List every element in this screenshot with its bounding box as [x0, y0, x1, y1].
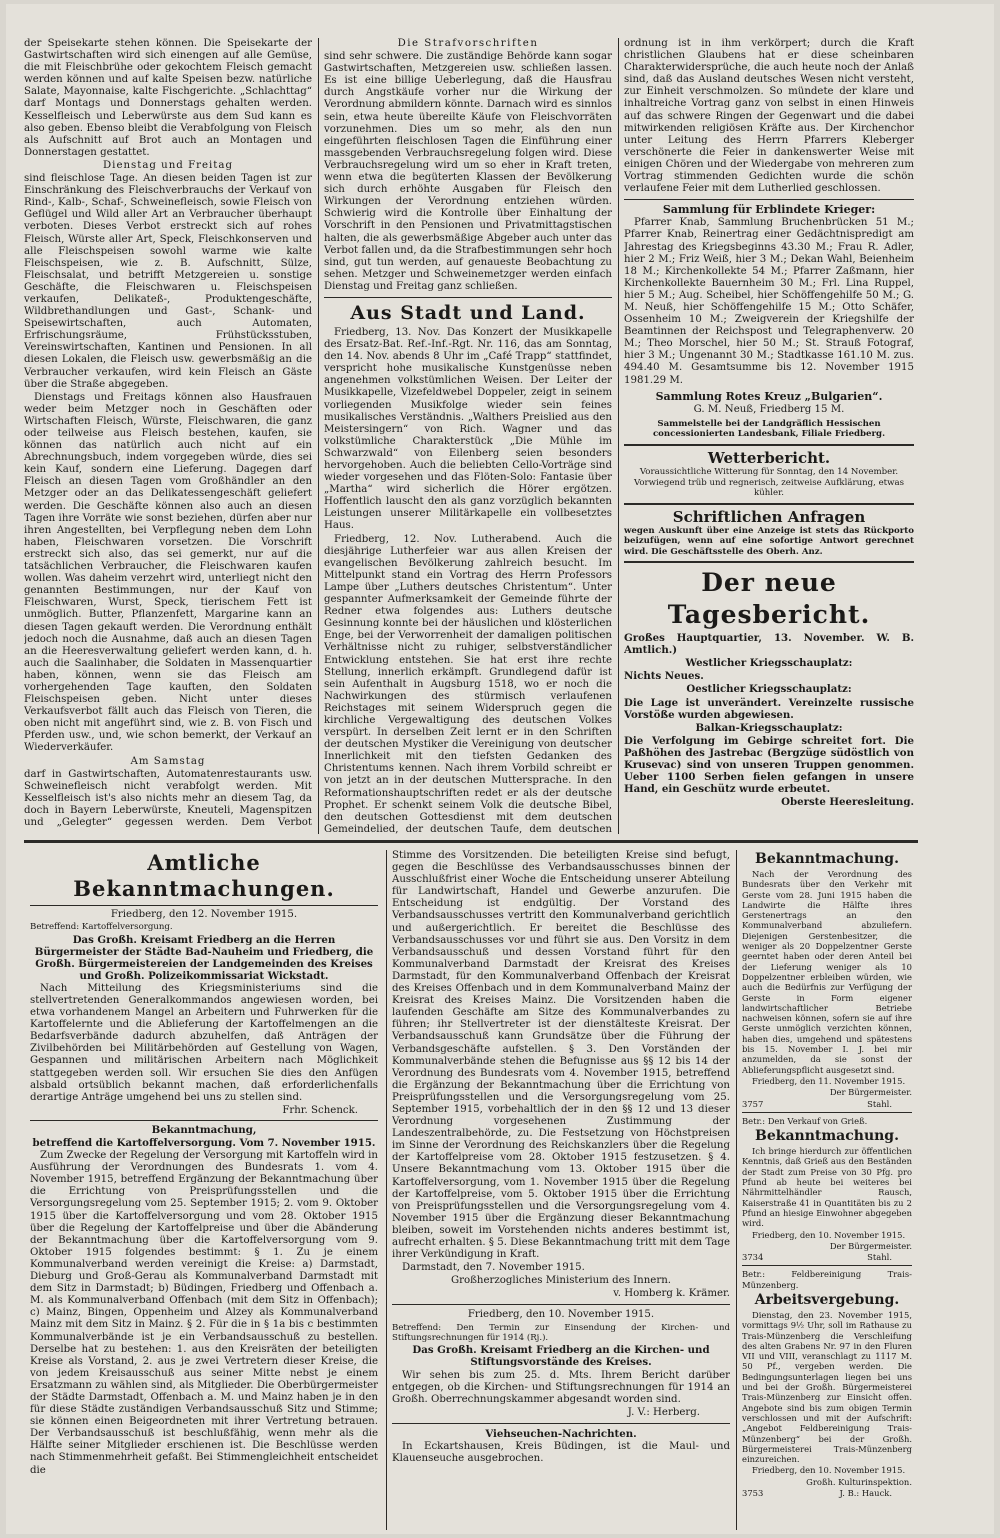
eastern-front-title: Oestlicher Kriegsschauplatz:: [686, 683, 852, 696]
semolina-notice-footer: [742, 1252, 912, 1262]
official-notices-title: Amtliche Bekanntmachungen.: [73, 850, 335, 901]
church-notice-date: Friedberg, den 10. November 1915.: [467, 1309, 655, 1321]
barley-notice-date: Friedberg, den 11. November 1915.: [752, 1075, 906, 1086]
col1-para-top: der Speisekarte stehen können. Die Speisekarte der Gastwirtschaften wird sich einengen auf alle Gemüse, die mit Fleischbrühe oder gekochtem Fleisch gemacht werden können und auf kalte Speisen bezw. natürliche Salate, Mayonnaise, kalte Fischgerichte. „Schlachttag“ darf Montags und Donnerstags gehalten werden. Kesselfleisch und Leberwürste aus dem Sud kann es also geben. Ebenso bleibt die Verabfolgung von Fleisch als Aufschnitt auf Brot auch an Montagen und Donnerstagen gestattet.: [24, 38, 312, 158]
daily-report-title: Der neue Tagesbericht.: [667, 568, 871, 630]
col3-rule-3: [624, 503, 914, 505]
semolina-notice-text: Ich bringe hierdurch zur öffentlichen Kenntnis, daß Grieß aus den Beständen der Stadt zum Preise von 30 Pfg. pro Pfund ab heute bei weiteres bei Nährmittelhändler Rausch, Kaiserstraße 41 in Quantitäten bis zu 2 Pfund an hiesige Einwohner abgegeben wird.: [742, 1146, 912, 1229]
column-1: [24, 38, 312, 828]
official-title-rule: [30, 905, 378, 906]
potato-notice-text: Zum Zwecke der Regelung der Versorgung mit Kartoffeln wird in Ausführung der Verordnungen des Bundesrats 1. vom 4. November 1915, betreffend Ergänzung der Bekanntmachung über die Errichtung von Preisprüfungsstellen und die Versorgungsregelung vom 25. September 1915; 2. vom 9. Oktober 1915 über die Kartoffelversorgung und vom 28. Oktober 1915 über die Regelung der Kartoffelpreise und über die Abänderung der Bekanntmachung über die Kartoffelversorgung vom 9. Oktober 1915 folgendes bestimmt: § 1. Zu je einem Kommunalverband werden vereinigt die Kreise: a) Darmstadt, Dieburg und Groß-Gerau als Kommunalverband Darmstadt mit dem Sitz in Darmstadt; b) Büdingen, Friedberg und Offenbach a. M. als Kommunalverband Offenbach (mit dem Sitz in Offenbach); c) Mainz, Bingen, Oppenheim und Alzey als Kommunalverband Mainz mit dem Sitz in Mainz. § 2. Für die in § 1a bis c bestimmten Kommunalverbände ist je ein Verbandsausschuß zu bestellen. Derselbe hat zu bestehen: 1. aus den Kreisräten der beteiligten Kreise als Vorstand, 2. aus je zwei Vertretern dieser Kreise, die von jedem Kreisausschuß aus seiner Mitte nebst je einem Ersatzmann zu wählen sind, als Mitglieder. Die Oberbürgermeister der Städte Darmstadt, Offenbach a. M. und Mainz haben je in den für diese Städte zuständigen Verbandsausschuß Sitz und Stimme; sie können einen Beigeordneten mit ihrer Vertretung betrauen. Der Verbandsausschuß ist beschlußfähig, wenn mehr als die Hälfte seiner Mitglieder erschienen ist. Die Beschlüsse werden nach Stimmenmehrheit gefaßt. Bei Stimmengleichheit entscheidet die: [30, 1150, 378, 1476]
balkan-front-title: Balkan-Kriegsschauplatz:: [695, 721, 843, 734]
column-divider-1: [318, 38, 319, 834]
weather-title: Wetterbericht.: [707, 448, 831, 467]
official-rule-2: [30, 1120, 378, 1121]
column-divider-b2: [736, 850, 737, 1530]
potato-notice-signers: v. Homberg k. Krämer.: [613, 1288, 730, 1300]
semolina-notice-date: Friedberg, den 10. November 1915.: [752, 1229, 906, 1240]
daily-report-hq: Großes Hauptquartier, 13. November. W. B. Amtlich.): [624, 632, 914, 657]
newspaper-page: [6, 4, 994, 1534]
weather-line-2: Vorwiegend trüb und regnerisch, zeitweise Aufklärung, etwas kühler.: [633, 478, 905, 499]
work-tender-sign: J. B.: Hauck.: [839, 1488, 892, 1499]
blind-collection-text: Pfarrer Knab, Sammlung Bruchenbrücken 51 M.; Pfarrer Knab, Reinertrag einer Gedächtnispredigt am Jahrestag des Kriegsbeginns 43.30 M.; Frau R. Adler, hier 2 M.; Friz Weiß, hier 3 M.; Dekan Wahl, Beienheim 18 M.; Kirchenkollekte 54 M.; Pfarrer Zaßmann, hier Kirchenkollekte Bauernheim 30 M.; Frl. Lina Ruppel, hier 5 M.; Aug. Scheibel, hier Schöffengehilfe 50 M.; G. M. Neuß, hier Schöffengehilfe 15 M.; Otto Schäfer, Ossenheim 10 M.; Zweigverein der Kriegshilfe der Beamtinnen der Reichspost und Telegraphenverw. 20 M.; Theo Morschel, hier 50 M.; St. Strauß Fotograf, hier 3 M.; Ungenannt 30 M.; Stadtkasse 161.10 M. zus. 494.40 M. Gesamtsumme bis 12. November 1915 1981.29 M.: [624, 217, 914, 386]
col2-heading-straf: Die Strafvorschriften: [397, 38, 539, 49]
barley-notice-number: 3757: [742, 1098, 764, 1109]
column-2: [324, 38, 612, 834]
work-tender-betreff: Betr.: Feldbereinigung Trais-Münzenberg.: [742, 1269, 912, 1290]
official-notices-column: [30, 850, 378, 1530]
work-tender-number: 3753: [742, 1488, 764, 1499]
official-sign-1: Frhr. Schenck.: [282, 1104, 358, 1116]
bottom-column-2: [392, 850, 730, 1530]
work-tender-text: Dienstag, den 23. November 1915, vormittags 9½ Uhr, soll im Rathause zu Trais-Münzenberg die Verschleifung des alten Grabens Nr. 97 in den Fluren VII und VIII, veranschlagt zu 1117 M. 50 Pf., vergeben werden. Die Bedingungsunterlagen liegen bei uns und bei der Großh. Bürgermeisterei Trais-Münzenberg zur Einsicht offen. Angebote sind bis zum obigen Termin verschlossen und mit der Aufschrift: „Angebot Feldbereinigung Trais-Münzenberg“ bei der Großh. Bürgermeisterei Trais-Münzenberg einzureichen.: [742, 1309, 912, 1465]
b3-rule-1: [742, 1112, 912, 1113]
western-front-text: Nichts Neues.: [624, 670, 704, 683]
church-notice-betreff: Betreffend: Den Termin zur Einsendung der Kirchen- und Stiftungsrechnungen für 1914 (Rj.).: [392, 1322, 730, 1343]
col2-rule: [324, 297, 612, 298]
col3-rule-2: [624, 444, 914, 446]
collection-office-text: Sammelstelle bei der Landgräflich Hessischen concessionierten Landesbank, Filiale Friedberg.: [652, 418, 886, 440]
col3-para-top: ordnung ist in ihm verkörpert; durch die Kraft christlichen Glaubens hat er diese scheinbaren Charakterwidersprüche, die auch heute noch der Anlaß sind, daß das Ausland deutsches Wesen nicht versteht, zur Einheit verschmolzen. So mündete der klare und inhaltreiche Vortrag ganz von selbst in einen Hinweis auf das schwere Ringen der Gegenwart und die dabei mitwirkenden religiösen Kräfte aus. Der Kirchenchor unter Leitung des Herrn Pfarrers Kleberger verschönerte die Feier in dankenswerter Weise mit einigen Chören und der Wiedergabe von mehreren zum Vortrag stimmenden Gedichten wurde die schön verlaufene Feier mit dem Lutherlied geschlossen.: [624, 38, 914, 195]
col2-para-straf: sind sehr schwere. Die zuständige Behörde kann sogar Gastwirtschaften, Metzgereien usw. schließen lassen. Es ist eine billige Ueberlegung, daß die Hausfrau durch Angstkäufe vorher nur die Wirkung der Verordnung abmildern könnte. Darnach wird es sinnlos sein, etwa heute übereilte Käufe von Fleischvorräten vorzunehmen. Dies um so mehr, als den nun eingeführten fleischlosen Tagen die Einführung einer massgebenden Verbrauchsregelung folgen wird. Diese Verbrauchsregelung wird um so eher in Kraft treten, wenn etwa die begüterten Klassen der Bevölkerung sich durch erhöhte Ausgaben für Fleisch den Wirkungen der Verordnung entziehen würden. Schwierig wird die Kontrolle über Einhaltung der Vorschrift in den Pensionen und Privatmittagstischen halten, die als gewerbsmäßige Abgeber auch unter das Verbot fallen und, da die Strafbestimmungen sehr hoch sind, gut tun werden, auf genaueste Beobachtung zu sehen. Metzger und Schweinemetzger werden einfach Dienstag und Freitag ganz schließen.: [324, 51, 612, 292]
church-notice-address: Das Großh. Kreisamt Friedberg an die Kirchen- und Stiftungsvorstände des Kreises.: [412, 1344, 710, 1369]
blind-collection-title: Sammlung für Erblindete Krieger:: [662, 203, 876, 217]
semolina-notice-office: Der Bürgermeister.: [829, 1240, 912, 1251]
semolina-notice-title: Bekanntmachung.: [755, 1128, 899, 1145]
official-betreff-1: Betreffend: Kartoffelversorgung.: [30, 922, 173, 933]
column-divider-b1: [386, 850, 387, 1530]
bottom-column-3: [742, 850, 912, 1530]
work-tender-footer: [742, 1488, 912, 1498]
potato-notice-subtitle: betreffend die Kartoffelversorgung. Vom 7. November 1915.: [32, 1137, 376, 1149]
church-notice-text: Wir sehen bis zum 25. d. Mts. Ihrem Bericht darüber entgegen, ob die Kirchen- und Stiftungsrechnungen für 1914 an Großh. Oberrechnungskammer abgesandt worden sind.: [392, 1369, 730, 1405]
barley-notice-office: Der Bürgermeister.: [829, 1087, 912, 1098]
western-front-title: Westlicher Kriegsschauplatz:: [685, 657, 853, 670]
section-divider: [24, 840, 918, 843]
inquiries-title: Schriftlichen Anfragen: [672, 507, 866, 526]
column-divider-2: [618, 38, 619, 834]
barley-notice-title: Bekanntmachung.: [755, 851, 899, 867]
b2-rule-1: [392, 1304, 730, 1305]
col2-para-konzert: Friedberg, 13. Nov. Das Konzert der Musikkapelle des Ersatz-Bat. Ref.-Inf.-Rgt. Nr. 116, das am Sonntag, den 14. Nov. abends 8 Uhr im „Café Trapp“ stattfindet, verspricht hohe musikalische Kunstgenüsse neben angenehmen volkstümlichen Weisen. Der Leiter der Musikkapelle, Vizefeldwebel Doppeler, zeigt in seinem vorliegenden Musikfolge wieder sein feines musikalisches Verständnis. „Walthers Preislied aus den Meistersingern“ von Rich. Wagner und das volkstümliche Charakterstück „Die Mühle im Schwarzwald“ von Eilenberg seien besonders hervorgehoben. Auch die beliebten Cello-Vorträge sind wieder vorgesehen und das Flöten-Solo: Fantasie über „Martha“ wird sicherlich die Hörer ergötzen. Hoffentlich lauscht den als ganz vorzüglich bekannten Leistungen unserer Militärkapelle ein vollbesetztes Haus.: [324, 326, 612, 532]
semolina-betreff: Betr.: Den Verkauf von Grieß.: [742, 1115, 868, 1126]
potato-notice-place-date: Darmstadt, den 7. November 1915.: [402, 1262, 585, 1274]
livestock-news-text: In Eckartshausen, Kreis Büdingen, ist die Maul- und Klauenseuche ausgebrochen.: [392, 1441, 730, 1465]
b3-rule-2: [742, 1265, 912, 1266]
eastern-front-text: Die Lage ist unverändert. Vereinzelte russische Vorstöße wurden abgewiesen.: [624, 696, 914, 721]
semolina-notice-sign: Stahl.: [867, 1252, 892, 1263]
barley-notice-text: Nach der Verordnung des Bundesrats über den Verkehr mit Gerste vom 28. Juni 1915 haben die Landwirte die Hälfte ihres Gerstenertrags an den Kommunalverband abzuliefern. Diejenigen Gerstenbesitzer, die weniger als 20 Doppelzentner Gerste geerntet haben oder deren Anteil bei der Lieferung weniger als 10 Doppelzentner erbleiben würden, wie auch die Bedürfnis zur Verfügung der Gerste in Form eigener landwirtschaftlicher Betriebe nachweisen können, sofern sie auf ihre Gerste unmöglich verzichten können, haben dies, umgehend und spätestens bis 15. November I. J. bei mir anzumelden, da sie sonst der Ablieferungspflicht ausgesetzt sind.: [742, 869, 912, 1075]
col3-rule-4: [624, 561, 914, 563]
official-date-1: Friedberg, den 12. November 1915.: [110, 909, 298, 920]
inquiries-text: wegen Auskunft über eine Anzeige ist stets das Rückporto beizufügen, wenn auf eine sofortige Antwort gerechnet wird. Die Geschäftsstelle des Oberh. Anz.: [624, 525, 914, 557]
official-address-1: Das Großh. Kreisamt Friedberg an die Herren Bürgermeister der Städte Bad-Nauheim und Friedberg, die Großh. Bürgermeistereien der Landgemeinden des Kreises und Großh. Polizeikommissariat Wickstadt.: [34, 933, 374, 982]
balkan-front-text: Die Verfolgung im Gebirge schreitet fort. Die Paßhöhen des Jastrebac (Bergzüge südöstlich von Krusevac) sind von unseren Truppen genommen. Ueber 1100 Serben fielen gefangen in unsere Hand, ein Geschütz wurde erbeutet.: [624, 734, 914, 796]
col1-para-dienstag: sind fleischlose Tage. An diesen beiden Tagen ist zur Einschränkung des Fleischverbrauchs der Verkauf von Rind-, Kalb-, Schaf-, Schweinefleisch, sowie Fleisch von Geflügel und Wild aller Art an Verbraucher überhaupt verboten. Dieses Verbot erstreckt sich auf rohes Fleisch, Würste aller Art, Speck, Fleischkonserven und alle Fleischspeisen sowohl warme wie kalte Fleischspeisen, wie z. B. Aufschnitt, Sülze, Fleischsalat, und betrifft Metzgereien u. sonstige Geschäfte, die Fleischwaren u. Fleischspeisen verkaufen, Delikateß-, Produktengeschäfte, Wildbrethandlungen und Gast-, Schank- und Speisewirtschaften, auch Automaten, Erfrischungsräume, Frühstücksstuben, Vereinswirtschaften, Kantinen und Pensionen. In all diesen Lokalen, die Fleisch usw. gewerbsmäßig an die Verbraucher verkaufen, wird kein Fleisch an Gäste über die Straße abgegeben.: [24, 173, 312, 390]
weather-line-1: Voraussichtliche Witterung für Sonntag, den 14 November.: [639, 466, 899, 477]
red-cross-text: G. M. Neuß, Friedberg 15 M.: [693, 403, 845, 415]
section-title-stadt-land: Aus Stadt und Land.: [350, 301, 586, 324]
potato-notice-ministry: Großherzogliches Ministerium des Innern.: [450, 1275, 672, 1287]
semolina-notice-number: 3734: [742, 1252, 764, 1263]
col2-para-luther: Friedberg, 12. Nov. Lutherabend. Auch die diesjährige Lutherfeier war aus allen Kreisen der evangelischen Bevölkerung zahlreich besucht. Im Mittelpunkt stand ein Vortrag des Herrn Professors Lampe über „Luthers deutsches Christentum“. Unter gespannter Aufmerksamkeit der Gemeinde führte der Redner etwa folgendes aus: Luthers deutsche Gesinnung konnte bei der häuslichen und klösterlichen Enge, bei der Verworrenheit der damaligen politischen Verhältnisse nicht zu ruhiger, selbstverständlicher Entwicklung entstehen. Sie hat erst ihre rechte Stellung, innerlich erkämpft. Grundlegend dafür ist sein Aufenthalt in Augsburg 1518, wo er noch die Nachwirkungen des stürmisch verlaufenen Reichstages mit seinem Widerspruch gegen die kirchliche Vergewaltigung des deutschen Volkes verspürt. In derselben Zeit lernt er in den Schriften der deutschen Mystiker die Vereinigung von deutscher Innerlichkeit mit den tiefsten Gedanken des Christentums kennen. Nach ihrem Vorbild schreibt er von jetzt an in der deutschen Muttersprache. In den Reformationshauptschriften redet er als der deutsche Prophet. Er schenkt seinem Volk die deutsche Bibel, den deutschen Gottesdienst mit dem deutschen Gemeindelied, der deutschen Taufe, dem deutschen: [324, 533, 612, 834]
work-tender-title: Arbeitsvergebung.: [754, 1291, 900, 1308]
col1-para-hausfrauen: Dienstags und Freitags können also Hausfrauen weder beim Metzger noch in Geschäften oder Wirtschaften Fleisch, Würste, Fleischwaren, die ganz oder teilweise aus Fleisch bestehen, kaufen, sie können das natürlich auch nicht auf ein Abrechnungsbuch, indem vorgegeben würde, dies sei kein Kauf, sondern eine Lieferung. Dagegen darf Fleisch an diesen Tagen vom Großhändler an den Metzger oder an das Delikatessengeschäft geliefert werden. Die Geschäfte können also auch an diesen Tagen ihre Vorräte wie sonst beziehen, dürfen aber nur ihren Angestellten, bei Verpflegung neben dem Lohn haben, Fleischwaren vorsetzen. Die Vorschrift erstreckt sich also, das sei gemerkt, nur auf die tatsächlichen Verbraucher, die Fleischwaren kaufen wollen. Was daheim verzehrt wird, unterliegt nicht den genannten Bestimmungen, nur der Kauf von Fleischwaren, Wurst, Speck, tierischem Fett ist unmöglich. Butter, Pflanzenfett, Margarine kann an diesen Tagen gekauft werden. Die Verordnung enthält jedoch noch die Ausnahme, daß auch an diesen Tagen an die Heeresverwaltung geliefert werden kann, d. h. auch die Saalinhaber, die Soldaten in Massenquartier haben, können, wenn sie das Fleisch am vorhergehenden Tage kauften, den Soldaten Fleischspeisen geben. Nicht unter dieses Verkaufsverbot fällt auch das Fleisch von Tieren, die oben nicht mit angeführt sind, wie z. B. von Fisch und Pferden usw., und, wie schon bemerkt, der Verkauf an Wiederverkäufer.: [24, 391, 312, 754]
livestock-news-title: Viehseuchen-Nachrichten.: [485, 1427, 637, 1440]
balkan-front-signature: Oberste Heeresleitung.: [781, 796, 914, 809]
work-tender-date: Friedberg, den 10. November 1915.: [752, 1465, 906, 1476]
barley-notice-sign: Stahl.: [867, 1098, 892, 1109]
church-notice-sign: J. V.: Herberg.: [627, 1406, 700, 1418]
potato-notice-title: Bekanntmachung,: [151, 1123, 257, 1136]
col1-heading-samstag: Am Samstag: [130, 755, 206, 767]
col3-rule-1: [624, 199, 914, 200]
work-tender-office: Großh. Kulturinspektion.: [806, 1476, 912, 1487]
potato-notice-continued: Stimme des Vorsitzenden. Die beteiligten Kreise sind befugt, gegen die Beschlüsse des Verbandsausschusses binnen der Ausschlußfrist einer Woche die Entscheidung unserer Abteilung für Landwirtschaft, Handel und Gewerbe anzurufen. Die Entscheidung ist endgültig. Der Vorstand des Verbandsausschusses vertritt den Kommunalverband gerichtlich und außergerichtlich. Er bereitet die Beschlüsse des Verbandsausschusses vor und führt sie aus. Den Vorsitz in dem Verbandsausschuß und dessen Vorstand führt für den Kommunalverband Darmstadt der Kreisrat des Kreises Darmstadt, für den Kommunalverband Offenbach der Kreisrat des Kreises Offenbach und in dem Kommunalverband Mainz der Kreisrat des Kreises Mainz. Die Vorsitzenden haben die laufenden Geschäfte am Sitze des Kommunalverbandes zu führen; ihr Stellvertreter ist der dienstälteste Kreisrat. Der Verbandsausschuß kann Grundsätze über die Führung der Verbandsgeschäfte aufstellen. § 3. Den Vorständen der Kommunalverbände stehen die Befugnisse aus §§ 12 bis 14 der Verordnung des Bundesrats vom 4. November 1915, betreffend die Ergänzung der Bekanntmachung über die Errichtung von Preisprüfungsstellen und die Versorgungsregelung vom 25. September 1915, vorbehaltlich der in den §§ 12 und 13 dieser Verordnung vorgesehenen Zustimmung der Landeszentralbehörde, zu. Die Festsetzung von Höchstpreisen im Sinne der Verordnung des Reichskanzlers über die Regelung der Kartoffelpreise vom 28. Oktober 1915 festzusetzen. § 4. Unsere Bekanntmachung vom 13. Oktober 1915 über die Kartoffelversorgung, vom 1. November 1915 über die Regelung der Kartoffelpreise, vom 5. Oktober 1915 über die Errichtung von Preisprüfungsstellen und die Versorgungsregelung vom 4. November 1915 über die Ergänzung dieser Bekanntmachung bleiben, soweit im Vorstehenden nichts anderes bestimmt ist, aufrecht erhalten. § 5. Diese Bekanntmachung tritt mit dem Tage ihrer Verkündigung in Kraft.: [392, 850, 730, 1261]
column-3: [624, 38, 914, 834]
official-text-1: Nach Mitteilung des Kriegsministeriums sind die stellvertretenden Generalkommandos angewiesen worden, bei etwa vorhandenem Mangel an Arbeitern und Fuhrwerken für die Kartoffelernte und die Ablieferung der Kartoffelmengen an die Bedarfsverbände dadurch abzuhelfen, daß Anträgen der Zivilbehörden bei Militärbehörden auf Gestellung von Wagen, Gespannen und militärischen Arbeitern nach Möglichkeit stattgegeben werden soll. Wir ersuchen Sie dies den Anfügen alsbald ortsüblich bekannt machen, daß erforderlichenfalls derartige Anträge umgehend bei uns zu stellen sind.: [30, 982, 378, 1103]
col1-heading-dienstag: Dienstag und Freitag: [103, 159, 233, 171]
red-cross-title: Sammlung Rotes Kreuz „Bulgarien“.: [655, 389, 883, 403]
col1-para-samstag: darf in Gastwirtschaften, Automatenrestaurants usw. Schweinefleisch nicht verabfolgt werden. Mit Kesselfleisch ist's also nichts mehr an diesem Tag, da doch in Bayern Leberwürste, Kneuteli, Magenspitzen und „Gelegter“ gegessen werden. Dem Verbot: [24, 768, 312, 828]
barley-notice-footer: [742, 1099, 912, 1109]
b2-rule-2: [392, 1423, 730, 1424]
